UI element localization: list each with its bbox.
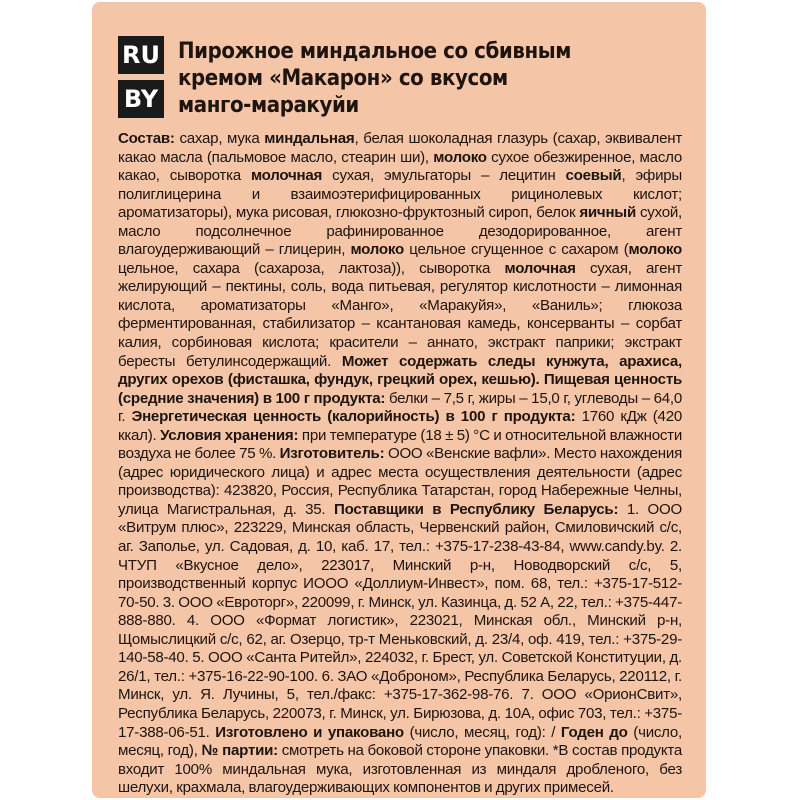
text-segment: 1760 кДж (420 ккал). (118, 408, 682, 444)
bold-text-segment: соевый (565, 167, 622, 185)
text-segment: сухая, агент желирующий – пектины, соль, вода питьевая, регулятор кислотности – лимонная кислота, ароматизаторы «Манго», «Маракуйя», «Ваниль»; глюкоза ферментированная, стабилизатор – ксантановая камедь, консерванты – сорбат калия, сорбиновая кислота; красители – аннато, экстракт паприки; экстракт бересты бетулинсодержащий. (118, 259, 682, 370)
product-title-line: кремом «Макарон» со вкусом (178, 66, 508, 91)
text-segment: сахар, мука (174, 130, 265, 147)
bold-text-segment: Годен до (560, 723, 628, 741)
text-segment: , эфиры полиглицерина и взаимоэтерифицированных рицинолевых кислот; ароматизаторы), мука рисовая, глюкозно-фруктозный сироп, белок (118, 167, 682, 222)
text-segment: (число, месяц, год), (118, 723, 682, 760)
text-segment: , белая шоколадная глазурь (сахар, эквивалент какао масла (пальмовое масло, стеарин ши), (118, 130, 682, 166)
bold-text-segment: яичный (579, 204, 636, 222)
label-header (118, 36, 682, 124)
text-segment: сухое обезжиренное, масло какао, сыворотка (118, 148, 682, 185)
text-segment: ООО «Венские вафли». Место нахождения (адрес юридического лица) и адрес места осуществления деятельности (адрес производства): 423820, Россия, Республика Татарстан, город Набережные Челны, улица Магистральная, д. 35. (118, 445, 682, 518)
ingredients-text (118, 130, 682, 798)
bold-text-segment: № партии: (201, 742, 278, 760)
text-segment: (число, месяц, год): / (403, 723, 561, 741)
language-badges (118, 36, 164, 124)
product-title-line: Пирожное миндальное со сбивным (178, 39, 572, 64)
bold-text-segment: молоко (433, 148, 487, 166)
bold-text-segment: Изготовитель: (279, 445, 385, 463)
bold-text-segment: Состав: (118, 130, 175, 147)
language-badge-by: BY (118, 80, 164, 118)
bold-text-segment: Условия хранения: (160, 426, 299, 444)
text-segment: цельное, сахара (сахароза, лактоза)), сыворотка (118, 259, 505, 277)
bold-text-segment: молоко (628, 241, 682, 259)
text-segment: белки – 7,5 г, жиры – 15,0 г, углеводы – 64,0 г. (118, 389, 683, 426)
text-segment: цельное сгущенное с сахаром ( (403, 241, 629, 259)
bold-text-segment: молоко (350, 241, 404, 259)
bold-text-segment: Энергетическая ценность (калорийность) в 100 г продукта: (131, 408, 576, 426)
bold-text-segment: Поставщики в Республику Беларусь: (333, 500, 619, 518)
product-label (92, 2, 706, 798)
bold-text-segment: миндальная (264, 130, 355, 147)
bold-text-segment: молочная (250, 167, 323, 185)
bold-text-segment: молочная (504, 259, 576, 277)
text-segment: сухой, масло подсолнечное рафинированное дезодорированное, агент влагоудерживающий – глицерин, (118, 204, 682, 259)
text-segment: смотреть на боковой стороне упаковки. *В состав продукта входит 100% миндальная мука, изготовленная из миндаля дробленого, без шелухи, крахмала, влагоудерживающих компонентов и других примесей. (118, 742, 682, 797)
bold-text-segment: Изготовлено и упаковано (215, 723, 404, 741)
product-title-line: манго-маракуйи (178, 93, 359, 118)
text-segment: сухая, эмульгаторы – лецитин (322, 167, 566, 185)
text-segment: 1. ООО «Витрум плюс», 223229, Минская область, Червенский район, Смиловичский с/с, аг. Заполье, ул. Садовая, д. 10, каб. 17, тел.: +375-17-238-43-84, www.candy.by. 2. ЧТУП «Вкусное дело», 223017, Минский р-н, Новодворский с/с, 5, производственный корпус ИООО «Доллиум-Инвест», пом. 68, тел.: +375-17-512-70-50. 3. ООО «Евроторг», 220099, г. Минск, ул. Казинца, д. 52 А, 22, тел.: +375-447-888-880. 4. ООО «Формат логистик», 223021, Минская обл., Минский р-н, Щомыслицкий с/с, 62, аг. Озерцо, тр-т Меньковский, д. 23/4, оф. 419, тел.: +375-29-140-58-40. 5. ООО «Санта Ритейл», 224032, г. Брест, ул. Советской Конституции, д. 26/1, тел.: +375-16-22-90-100. 6. ЗАО «Доброном», Республика Беларусь, 220112, г. Минск, ул. Я. Лучины, 5, тел./факс: +375-17-362-98-76. 7. ООО «ОрионСвит», Республика Беларусь, 220073, г. Минск, ул. Бирюзова, д. 10А, офис 703, тел.: +375-17-388-06-51. (118, 500, 683, 741)
product-title (178, 38, 571, 119)
text-segment: при температуре (18 ± 5) °С и относительной влажности воздуха не более 75 %. (118, 426, 683, 463)
bold-text-segment: Может содержать следы кунжута, арахиса, других орехов (фисташка, фундук, грецкий орех, кешью). Пищевая ценность (средние значения) в 100 г продукта: (118, 352, 682, 407)
language-badge-ru: RU (118, 36, 164, 74)
